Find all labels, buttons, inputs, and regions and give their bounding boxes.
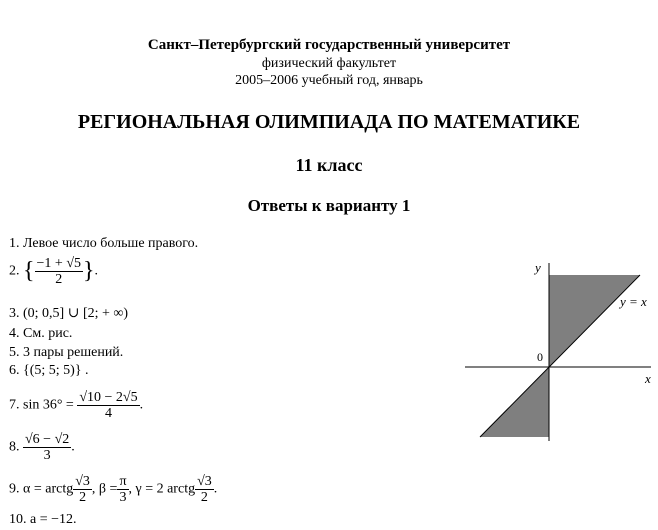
brace-open: { (23, 258, 35, 284)
answer-6: 6. {(5; 5; 5)} . (9, 363, 89, 378)
answer-4: 4. См. рис. (9, 326, 73, 341)
university-name: Санкт–Петербургский государственный университет (147, 37, 511, 53)
answer-9-gamma-denominator: 2 (200, 490, 208, 505)
answer-7-prefix: 7. sin 36° = (9, 397, 74, 413)
answer-2-number: 2. (9, 263, 20, 279)
answer-9-beta-label: , β = (91, 481, 118, 497)
answer-9-alpha-numerator: √3 (75, 474, 90, 489)
answer-8-prefix: 8. (9, 439, 20, 455)
answer-9-gamma-label: , γ = 2 arctg (128, 481, 196, 497)
answer-9-gamma-numerator: √3 (197, 474, 212, 489)
grade-label: 11 класс (295, 155, 363, 175)
answer-2-fraction (35, 256, 83, 287)
answer-9-fraction-gamma (195, 474, 214, 505)
y-axis-label: y (535, 260, 541, 275)
answer-9: 9. α = arctg $\frac{√3}{2}$ , β = $\frac{\pi}{3}$ , γ = 2 arctg $\frac{√3}{2}$ . (9, 474, 218, 505)
answer-8-fraction (23, 432, 71, 463)
x-axis-label: x (645, 371, 651, 386)
answers-heading: Ответы к варианту 1 (247, 196, 411, 215)
answer-9-prefix: 9. α = arctg (9, 481, 74, 497)
answer-2-denominator: 2 (55, 272, 63, 287)
answer-9-fraction-alpha (73, 474, 92, 505)
origin-label: 0 (537, 350, 543, 364)
answer-9-alpha-denominator: 2 (79, 490, 87, 505)
page-title: РЕГИОНАЛЬНАЯ ОЛИМПИАДА ПО МАТЕМАТИКЕ (77, 111, 581, 133)
answer-5: 5. 3 пары решений. (9, 345, 124, 360)
answer-3: 3. (0; 0,5] ∪ [2; + ∞) (9, 306, 129, 321)
answer-7-numerator: √10 − 2√5 (79, 390, 138, 405)
academic-year: 2005–2006 учебный год, январь (235, 73, 423, 88)
answer-8: 8. $\frac{√6 - √2}{3}$ . (9, 432, 75, 463)
answer-9-beta-numerator: π (119, 474, 127, 489)
answer-2-numerator: −1 + √5 (36, 256, 82, 271)
answer-8-numerator: √6 − √2 (25, 432, 70, 447)
answer-9-beta-denominator: 3 (119, 490, 127, 505)
answer-1: 1. Левое число больше правого. (9, 236, 199, 251)
answer-7: 7. sin 36° = $\frac{√10 - 2√5}{4}$ . (9, 390, 144, 421)
brace-close: } (83, 258, 95, 284)
answer-9-fraction-beta (117, 474, 128, 505)
answer-2: 2. { $\frac{-1 + √5}{2}$ }. (9, 256, 99, 287)
line-label: y = x (620, 294, 647, 309)
answer-7-denominator: 4 (104, 406, 112, 421)
answer-4-figure (455, 255, 655, 445)
answer-7-fraction (77, 390, 139, 421)
faculty-name: физический факультет (261, 56, 397, 71)
answer-10: 10. a = −12. (9, 512, 77, 527)
answer-8-denominator: 3 (43, 448, 51, 463)
